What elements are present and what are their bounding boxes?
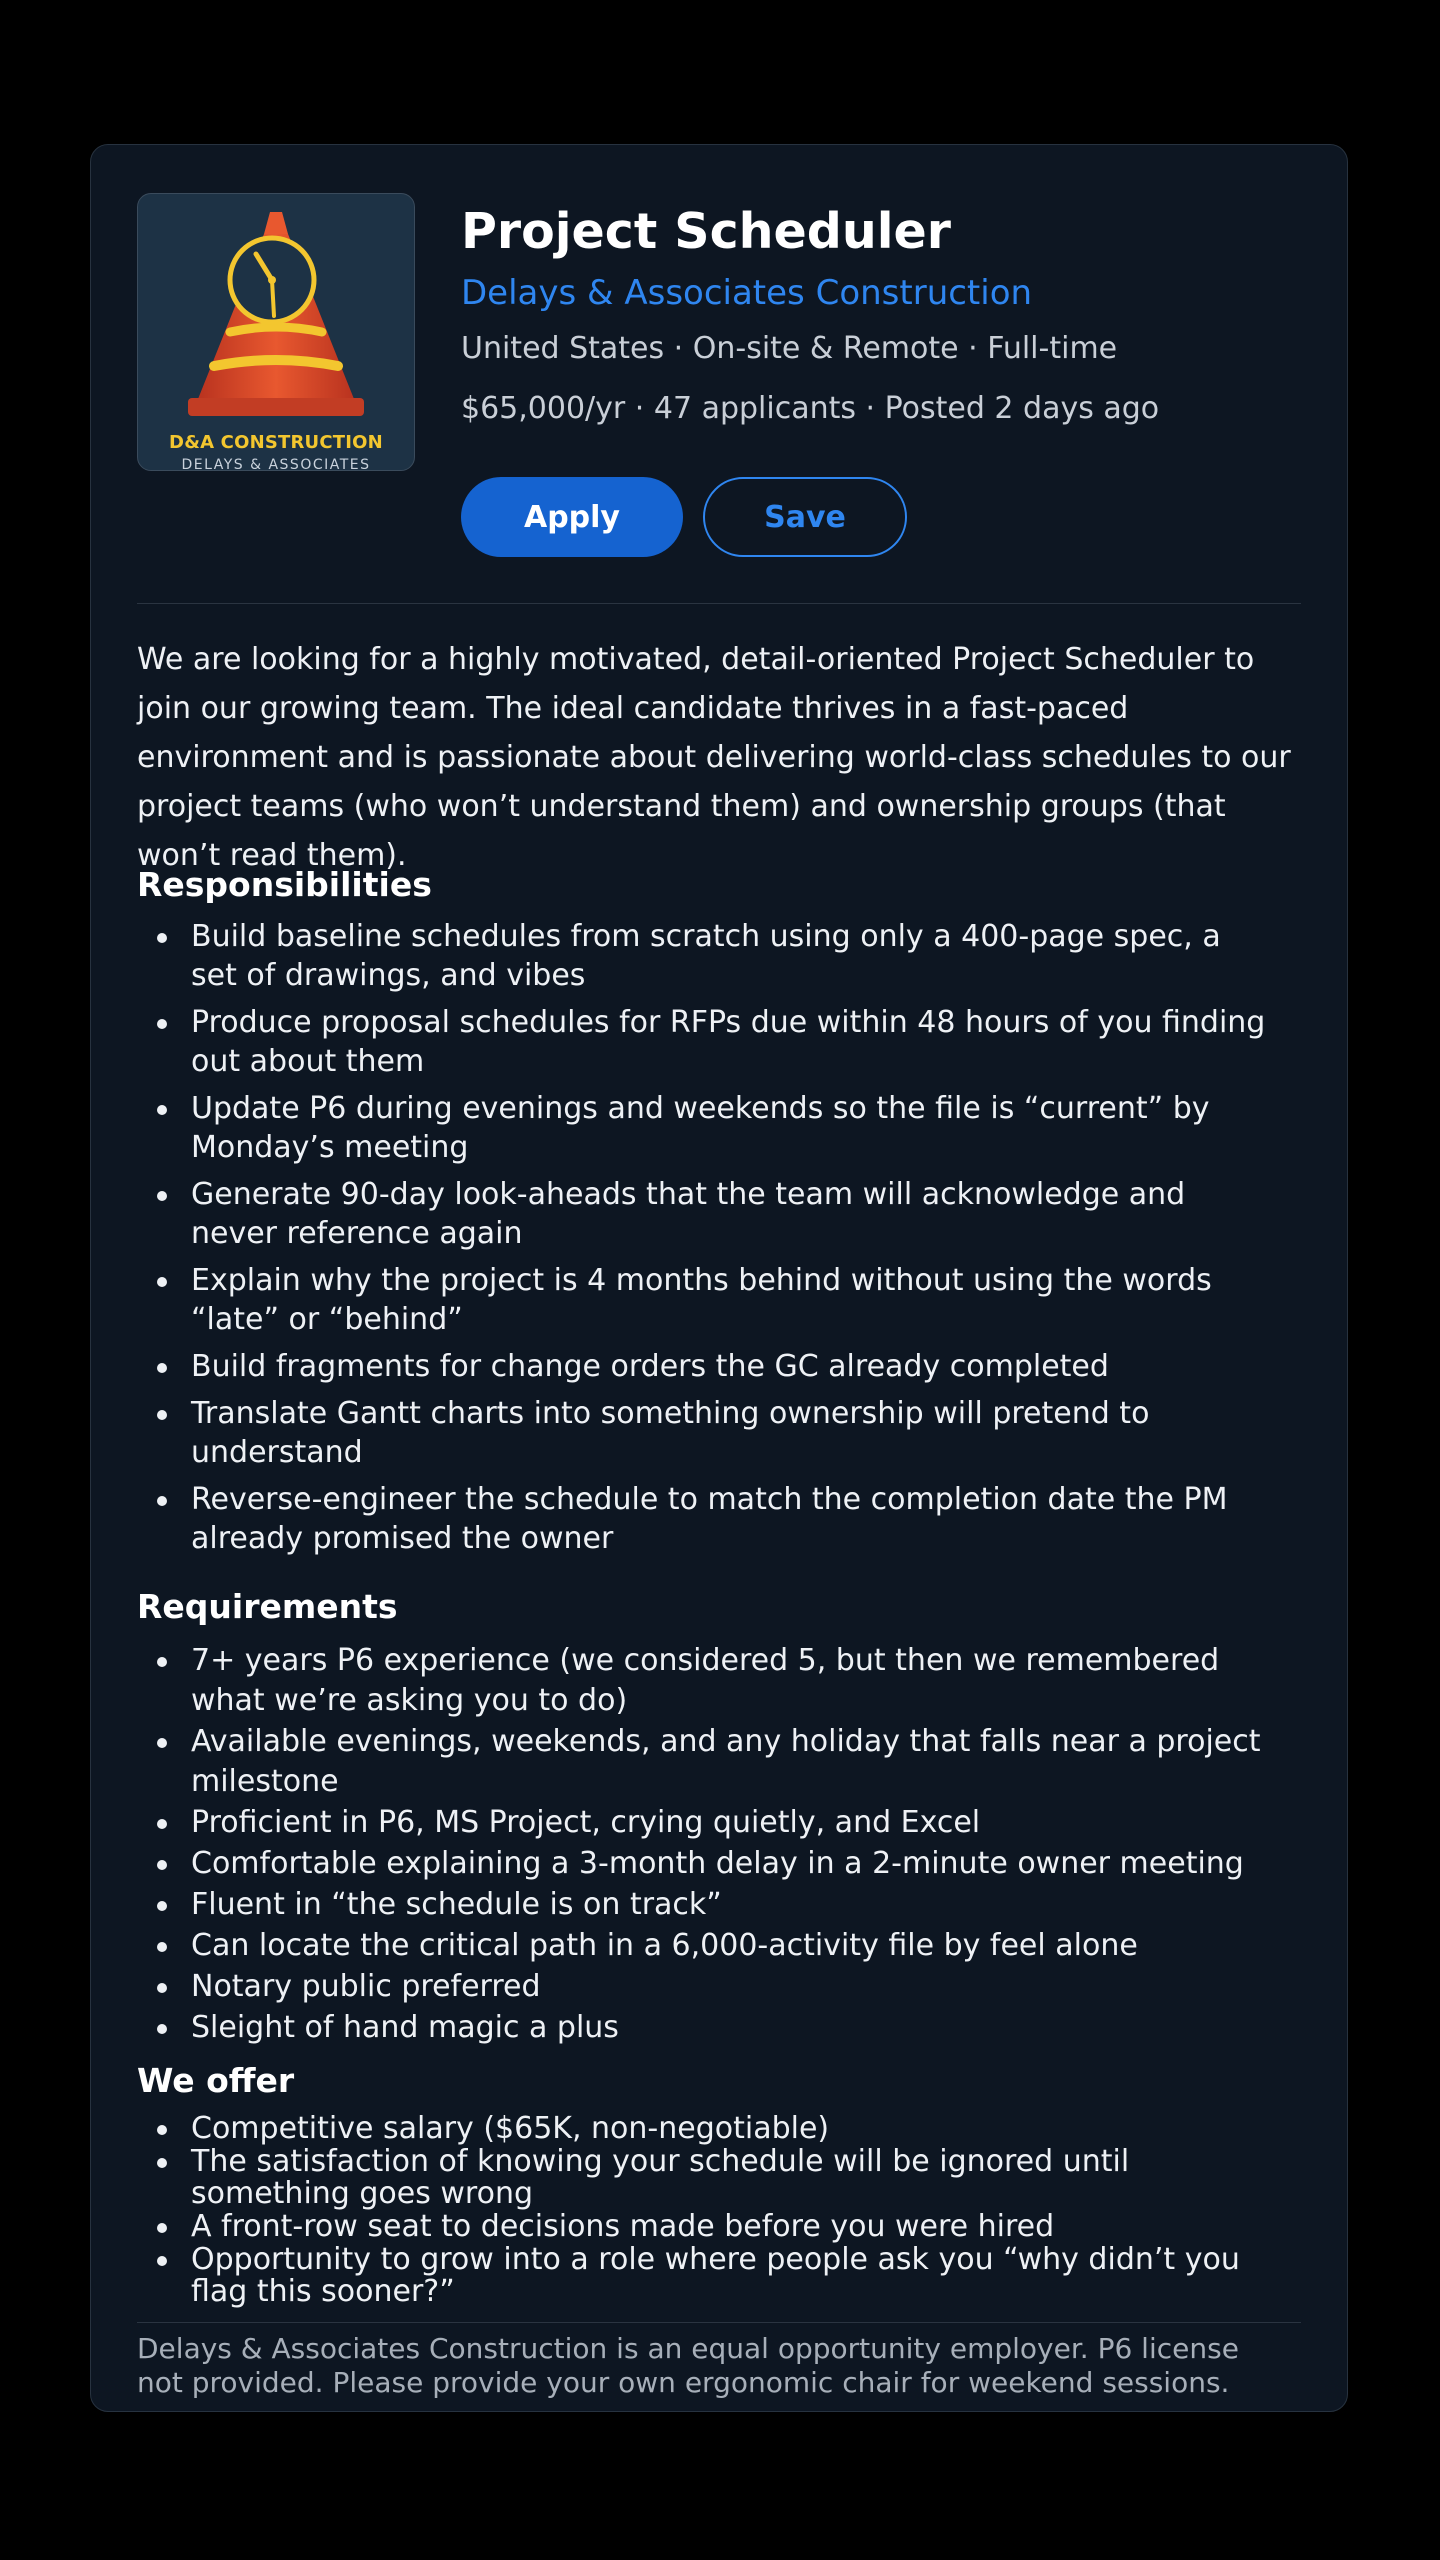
job-title: Project Scheduler [461,203,951,260]
company-logo[interactable] [137,193,415,471]
offer-heading: We offer [137,2061,295,2100]
job-location-type: United States · On-site & Remote · Full-time [461,331,1118,366]
list-item: Available evenings, weekends, and any holiday that falls near a project milestone [137,1722,1267,1802]
responsibilities-heading: Responsibilities [137,865,432,904]
responsibilities-list [137,917,1267,1566]
list-item: Proficient in P6, MS Project, crying quietly, and Excel [137,1803,1267,1843]
list-item: The satisfaction of knowing your schedule will be ignored until something goes wrong [137,2146,1267,2210]
job-description-intro: We are looking for a highly motivated, detail-oriented Project Scheduler to join our growing team. The ideal candidate thrives in a fast-paced environment and is passionate about delivering world-class schedules to our project teams (who won’t understand them) and ownership groups (that won’t read them). [137,642,1291,873]
list-item: Reverse-engineer the schedule to match the completion date the PM already promised the owner [137,1480,1267,1558]
list-item: Generate 90-day look-aheads that the team will acknowledge and never reference again [137,1175,1267,1253]
list-item: Competitive salary ($65K, non-negotiable) [137,2113,1267,2145]
list-item: Produce proposal schedules for RFPs due within 48 hours of you finding out about them [137,1003,1267,1081]
offer-list [137,2113,1267,2309]
list-item: Fluent in “the schedule is on track” [137,1885,1267,1925]
requirements-list [137,1641,1267,2049]
logo-subtitle: DELAYS & ASSOCIATES [181,457,371,471]
job-posting-card [90,144,1348,2412]
list-item: Update P6 during evenings and weekends so the file is “current” by Monday’s meeting [137,1089,1267,1167]
header-divider [137,603,1301,604]
list-item: Explain why the project is 4 months behind without using the words “late” or “behind” [137,1261,1267,1339]
traffic-cone-clock-icon [138,194,414,470]
company-name-link[interactable]: Delays & Associates Construction [461,273,1033,313]
list-item: Build fragments for change orders the GC already completed [137,1347,1267,1386]
list-item: A front-row seat to decisions made before you were hired [137,2211,1267,2243]
list-item: 7+ years P6 experience (we considered 5, but then we remembered what we’re asking you to do) [137,1641,1267,1721]
requirements-heading: Requirements [137,1587,398,1626]
list-item: Translate Gantt charts into something ownership will pretend to understand [137,1394,1267,1472]
save-button[interactable]: Save [703,477,907,557]
equal-opportunity-disclaimer: Delays & Associates Construction is an equal opportunity employer. P6 license not provided. Please provide your own ergonomic chair for weekend sessions. [137,2332,1239,2399]
list-item: Sleight of hand magic a plus [137,2008,1267,2048]
list-item: Build baseline schedules from scratch using only a 400-page spec, a set of drawings, and vibes [137,917,1267,995]
list-item: Comfortable explaining a 3-month delay in a 2-minute owner meeting [137,1844,1267,1884]
list-item: Can locate the critical path in a 6,000-activity file by feel alone [137,1926,1267,1966]
footer-divider [137,2322,1301,2323]
logo-title: D&A CONSTRUCTION [169,432,383,453]
list-item: Notary public preferred [137,1967,1267,2007]
apply-button[interactable]: Apply [461,477,683,557]
job-salary-applicants-posted: $65,000/yr · 47 applicants · Posted 2 days ago [461,391,1160,426]
list-item: Opportunity to grow into a role where people ask you “why didn’t you flag this sooner?” [137,2244,1267,2308]
